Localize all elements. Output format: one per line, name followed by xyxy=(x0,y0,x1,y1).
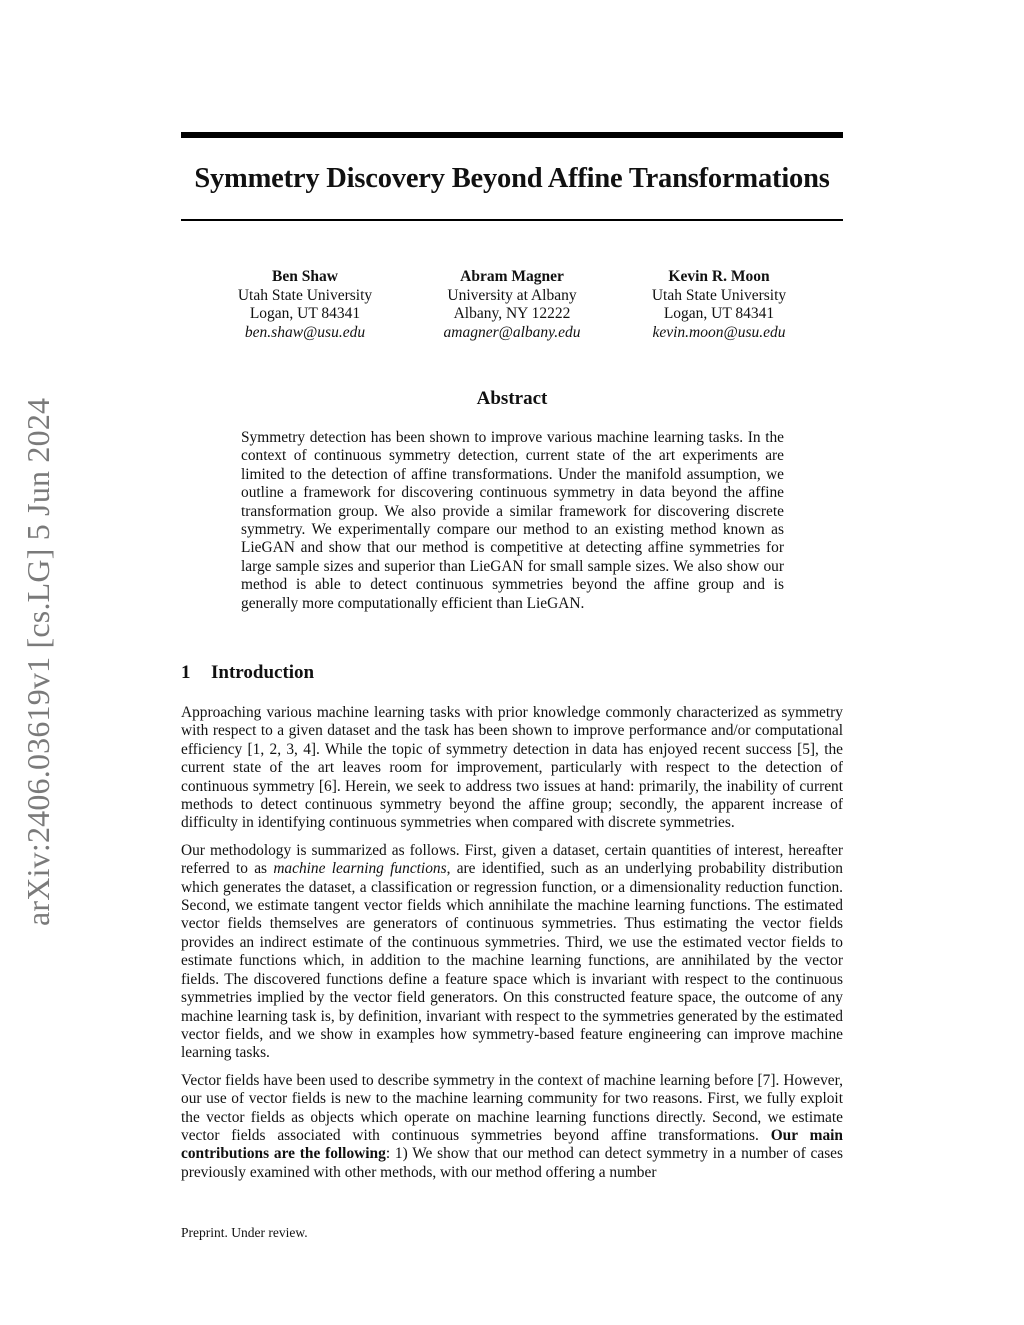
author-email[interactable]: kevin.moon@usu.edu xyxy=(652,323,786,341)
section-title: Introduction xyxy=(211,662,315,683)
paper-title: Symmetry Discovery Beyond Affine Transformations xyxy=(194,163,830,194)
paragraph-3-text-a: Vector fields have been used to describe symmetry in the context of machine learning before [7]. However, our use of vector fields is new to the machine learning community for two reasons. First, we fully exploit the vector fields as objects which operate on machine learning functions directly. Second, we estimate vector fields associated with continuous symmetries beyond affine transformations. xyxy=(181,1071,843,1144)
author-email[interactable]: amagner@albany.edu xyxy=(443,323,581,341)
emphasized-term: machine learning functions xyxy=(273,860,447,878)
author-block xyxy=(205,268,819,342)
abstract-heading: Abstract xyxy=(476,388,548,409)
footer-note: Preprint. Under review. xyxy=(181,1225,308,1240)
introduction-body xyxy=(181,704,843,1191)
section-number: 1 xyxy=(181,662,191,683)
author-affiliation: Utah State University xyxy=(651,286,787,304)
paragraph-3 xyxy=(181,1072,843,1182)
paragraph-1: Approaching various machine learning tasks with prior knowledge commonly characterized as symmetry with respect to a given dataset and the task has been shown to improve performance and/or computational efficiency [1, 2, 3, 4]. While the topic of symmetry detection in data has enjoyed recent success [5], the current state of the art leaves room for improvement, particularly with respect to the detection of continuous symmetry [6]. Herein, we seek to address two issues at hand: primarily, the inability of current methods to detect continuous symmetry beyond the affine group; secondly, the apparent increase of difficulty in identifying continuous symmetries when compared with discrete symmetries. xyxy=(181,704,843,832)
title-rule-top xyxy=(181,132,843,138)
title-rule-bottom xyxy=(181,219,843,221)
author-location: Logan, UT 84341 xyxy=(663,305,775,323)
paragraph-2 xyxy=(181,842,843,1063)
author-name: Ben Shaw xyxy=(272,268,338,285)
section-heading xyxy=(181,662,314,684)
author-name: Abram Magner xyxy=(460,268,564,285)
paragraph-3-text-b: : 1) We show that our method can detect symmetry in a number of cases previously examined with other methods, with our method offering a number xyxy=(181,1145,844,1181)
author-location: Albany, NY 12222 xyxy=(453,305,571,323)
author-affiliation: University at Albany xyxy=(447,286,577,304)
paragraph-2-text-b: , are identified, such as an underlying probability distribution which generates the dataset, a classification or regression function, or a dimensionality reduction function. Second, we estimate tangent vector fields which annihilate the machine learning functions. The estimated vector fields themselves are generators of continuous symmetries. Thus estimating the vector fields provides an indirect estimate of the continuous symmetries. Third, we use the estimated vector fields to estimate functions which, in addition to the machine learning functions, are annihilated by the vector fields. The discovered functions define a feature space which is invariant with respect to the continuous symmetries implied by the vector field generators. On this constructed feature space, the outcome of any machine learning task is, by definition, invariant with respect to the symmetries generated by the estimated vector fields, and we show in examples how symmetry-based feature engineering can improve machine learning tasks. xyxy=(181,860,843,1062)
author-location: Logan, UT 84341 xyxy=(249,305,361,323)
abstract-text: Symmetry detection has been shown to improve various machine learning tasks. In the context of continuous symmetry detection, current state of the art experiments are limited to the detection of affine transformations. Under the manifold assumption, we outline a framework for discovering continuous symmetry in data beyond the affine transformation group. We also provide a similar framework for discovering discrete symmetry. We experimentally compare our method to an existing method known as LieGAN and show that our method is competitive at detecting affine symmetries for large sample sizes and superior than LieGAN for small sample sizes. We also show our method is able to detect continuous symmetries beyond the affine group and is generally more computationally efficient than LieGAN. xyxy=(241,429,784,612)
arxiv-stamp: arXiv:2406.03619v1 [cs.LG] 5 Jun 2024 xyxy=(20,397,56,926)
author-affiliation: Utah State University xyxy=(237,286,373,304)
author-name: Kevin R. Moon xyxy=(668,268,770,285)
contributions-label: Our main contributions are the following xyxy=(181,1126,843,1163)
paragraph-2-text-a: Our methodology is summarized as follows. First, given a dataset, certain quantities of interest, hereafter referred to as xyxy=(181,841,843,878)
author-2 xyxy=(412,268,612,342)
author-3 xyxy=(619,268,819,342)
author-1 xyxy=(205,268,405,342)
author-email[interactable]: ben.shaw@usu.edu xyxy=(244,323,366,341)
